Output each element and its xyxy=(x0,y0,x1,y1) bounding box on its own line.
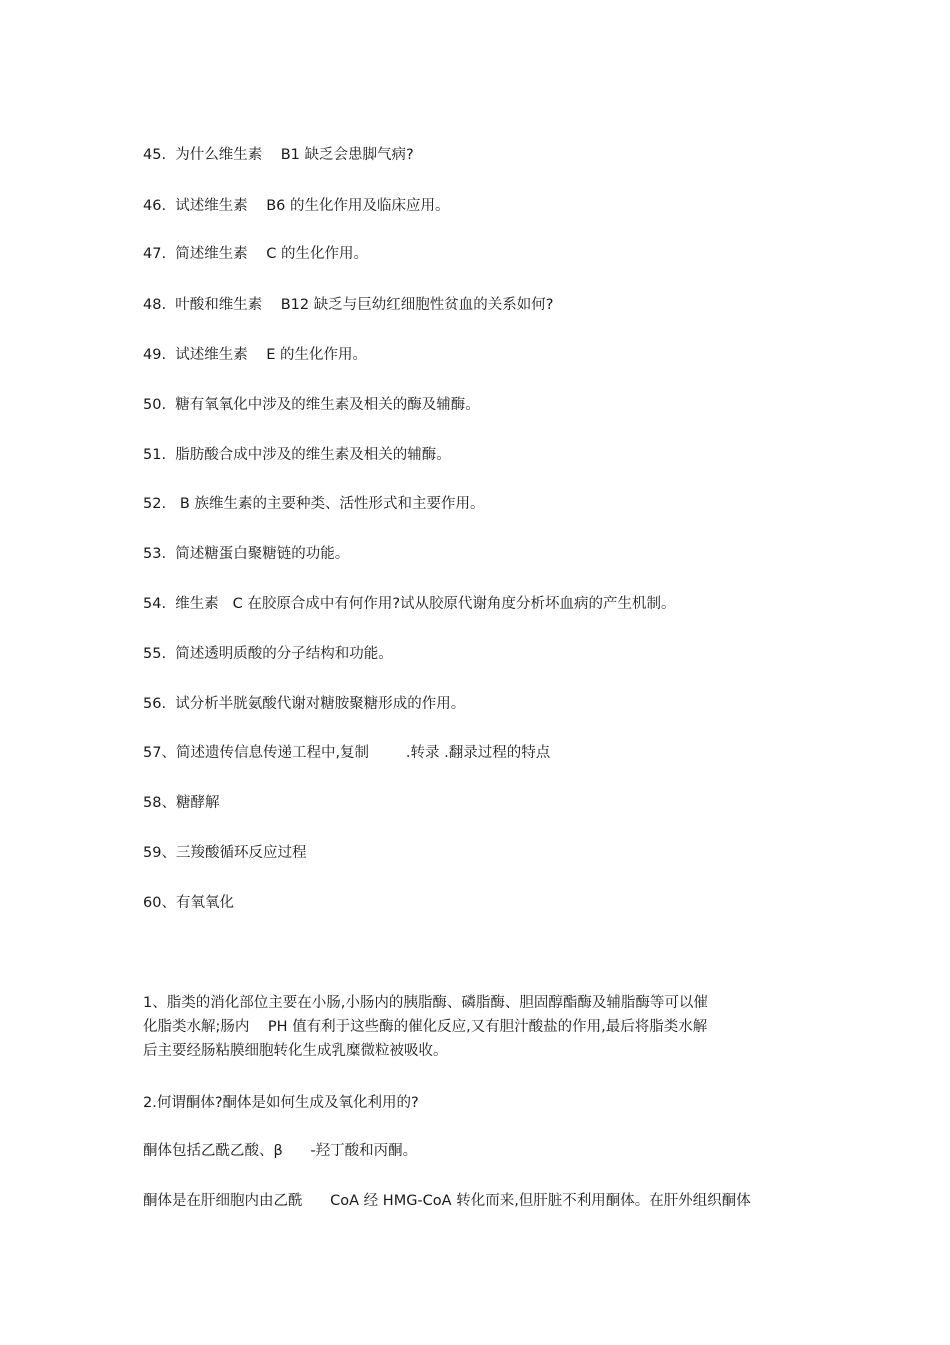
question-number: 48. xyxy=(143,297,167,313)
question-text: 试述维生素 E 的生化作用。 xyxy=(175,347,367,363)
answer-2-line: 酮体是在肝细胞内由乙酰 CoA 经 HMG-CoA 转化而来,但肝脏不利用酮体。在肝外组织酮体 xyxy=(143,1193,751,1209)
question-item xyxy=(143,345,367,365)
question-text: 试分析半胱氨酸代谢对糖胺聚糖形成的作用。 xyxy=(175,696,466,712)
question-item xyxy=(143,145,414,165)
question-number: 47. xyxy=(143,246,167,262)
question-number: 51. xyxy=(143,447,167,463)
question-item xyxy=(143,494,484,514)
question-item xyxy=(143,544,349,564)
question-item xyxy=(143,793,219,813)
question-item xyxy=(143,196,450,216)
question-item xyxy=(143,445,451,465)
question-number: 56. xyxy=(143,696,167,712)
answer-1-line: 化脂类水解;肠内 PH 值有利于这些酶的催化反应,又有胆汁酸盐的作用,最后将脂类水解 xyxy=(143,1019,708,1035)
question-item xyxy=(143,395,480,415)
question-text: 简述糖蛋白聚糖链的功能。 xyxy=(175,546,350,562)
question-number: 54. xyxy=(143,596,167,612)
question-number: 57、 xyxy=(143,745,176,761)
question-text: 为什么维生素 B1 缺乏会患脚气病? xyxy=(175,147,414,163)
question-number: 59、 xyxy=(143,845,176,861)
question-text: 脂肪酸合成中涉及的维生素及相关的辅酶。 xyxy=(175,447,451,463)
question-number: 60、 xyxy=(143,895,176,911)
question-number: 53. xyxy=(143,546,167,562)
question-item xyxy=(143,694,465,714)
question-number: 46. xyxy=(143,198,167,214)
question-item xyxy=(143,743,550,763)
answer-2-line: 酮体包括乙酰乙酸、β -羟丁酸和丙酮。 xyxy=(143,1143,418,1159)
question-text: B 族维生素的主要种类、活性形式和主要作用。 xyxy=(175,496,485,512)
question-number: 50. xyxy=(143,397,167,413)
question-text: 糖酵解 xyxy=(175,795,220,811)
question-text: 叶酸和维生素 B12 缺乏与巨幼红细胞性贫血的关系如何? xyxy=(175,297,554,313)
question-text: 糖有氧氧化中涉及的维生素及相关的酶及辅酶。 xyxy=(175,397,480,413)
question-number: 45. xyxy=(143,147,167,163)
answer-1-line: 后主要经肠粘膜细胞转化生成乳糜微粒被吸收。 xyxy=(143,1043,448,1059)
question-number: 52. xyxy=(143,496,167,512)
question-number: 58、 xyxy=(143,795,176,811)
question-number: 55. xyxy=(143,646,167,662)
question-item xyxy=(143,295,553,315)
question-text: 简述维生素 C 的生化作用。 xyxy=(175,246,368,262)
question-text: 简述遗传信息传递工程中,复制 .转录 .翻录过程的特点 xyxy=(175,745,551,761)
question-text: 三羧酸循环反应过程 xyxy=(175,845,307,861)
question-text: 维生素 C 在胶原合成中有何作用?试从胶原代谢角度分析坏血病的产生机制。 xyxy=(175,596,676,612)
question-item xyxy=(143,843,306,863)
question-text: 试述维生素 B6 的生化作用及临床应用。 xyxy=(175,198,450,214)
question-item xyxy=(143,644,393,664)
question-item xyxy=(143,594,676,614)
question-item xyxy=(143,893,234,913)
question-2-heading: 2.何谓酮体?酮体是如何生成及氧化利用的? xyxy=(143,1095,419,1111)
question-number: 49. xyxy=(143,347,167,363)
question-text: 有氧氧化 xyxy=(175,895,234,911)
question-item xyxy=(143,244,368,264)
question-text: 简述透明质酸的分子结构和功能。 xyxy=(175,646,393,662)
answer-1-line: 1、脂类的消化部位主要在小肠,小肠内的胰脂酶、磷脂酶、胆固醇酯酶及辅脂酶等可以催 xyxy=(143,995,708,1011)
